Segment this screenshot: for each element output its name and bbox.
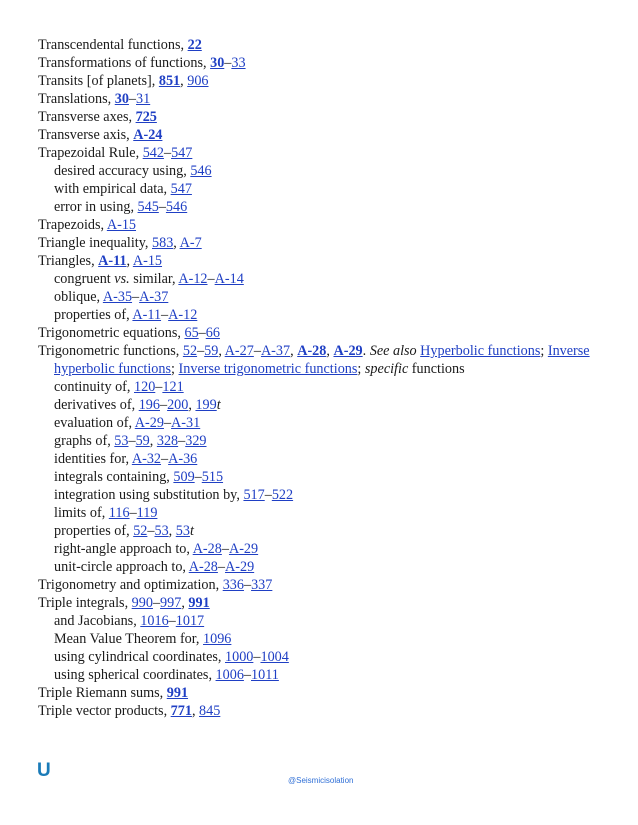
entry-text: , (181, 595, 189, 611)
entry-text: using spherical coordinates, (54, 667, 216, 683)
index-subentry (38, 666, 618, 684)
entry-text: ; (171, 361, 179, 377)
page-reference-link[interactable]: 906 (187, 73, 209, 89)
entry-text: continuity of, (54, 379, 134, 395)
entry-text: integrals containing, (54, 469, 174, 485)
entry-text: similar, (129, 271, 179, 287)
entry-text: , (180, 73, 188, 89)
page-reference-link[interactable]: 66 (205, 325, 220, 341)
entry-text: Triple integrals, (38, 595, 132, 611)
index-subentry (38, 648, 618, 666)
entry-text: specific (364, 361, 409, 377)
page-reference-link[interactable]: 991 (166, 685, 189, 701)
page-reference-link[interactable]: A-7 (179, 235, 202, 251)
entry-text: – (197, 343, 205, 359)
page-reference-link[interactable]: 121 (162, 379, 184, 395)
page-reference-link[interactable]: 329 (185, 433, 207, 449)
index-subentry (38, 306, 618, 324)
page-reference-link[interactable]: 33 (231, 55, 246, 71)
page-reference-link[interactable]: A-14 (214, 271, 244, 287)
index-subentry (38, 558, 618, 576)
page-reference-link[interactable]: A-27 (224, 343, 254, 359)
page-reference-link[interactable]: 52 (133, 523, 148, 539)
page-reference-link[interactable]: A-29 (134, 415, 164, 431)
index-subentry (38, 180, 618, 198)
page-reference-link[interactable]: 771 (170, 703, 192, 719)
index-entry (38, 576, 618, 594)
page-reference-link[interactable]: 997 (160, 595, 182, 611)
entry-text: – (243, 577, 252, 593)
page-reference-link[interactable]: 59 (135, 433, 150, 449)
page-reference-link[interactable]: A-11 (132, 307, 162, 323)
page-reference-link[interactable]: A-37 (139, 289, 169, 305)
page-reference-link[interactable]: 1096 (203, 631, 232, 647)
page-reference-link[interactable]: 53 (154, 523, 169, 539)
index-entry (38, 72, 618, 90)
index-entry (38, 252, 618, 270)
entry-text: using cylindrical coordinates, (54, 649, 225, 665)
page-reference-link[interactable]: 59 (204, 343, 219, 359)
entry-text: , (126, 253, 133, 269)
entry-text: Trapezoids, (38, 217, 107, 233)
index-entry (38, 342, 618, 378)
page-reference-link[interactable]: A-24 (133, 127, 163, 143)
entry-text: Transformations of functions, (38, 55, 211, 71)
index-entry (38, 702, 618, 720)
index-entry (38, 54, 618, 72)
entry-text: – (217, 559, 225, 575)
page-reference-link[interactable]: 990 (131, 595, 153, 611)
entry-text: – (161, 307, 169, 323)
page-reference-link[interactable]: 546 (165, 199, 188, 215)
page-reference-link[interactable]: Inverse hyperbolic functions (54, 343, 590, 377)
page-reference-link[interactable]: 1017 (175, 613, 205, 629)
entry-text: ; (357, 361, 365, 377)
index-entry (38, 90, 618, 108)
index-entry (38, 144, 618, 162)
index-entry (38, 324, 618, 342)
page-reference-link[interactable]: A-29 (225, 559, 255, 575)
page-reference-link[interactable]: Inverse trigonometric functions (178, 361, 358, 377)
page-reference-link[interactable]: 517 (243, 487, 265, 503)
page-reference-link[interactable]: A-29 (333, 343, 363, 359)
page-reference-link[interactable]: 725 (135, 109, 157, 125)
page-reference-link[interactable]: A-35 (102, 289, 133, 305)
entry-text: , (218, 343, 225, 359)
index-subentry (38, 468, 618, 486)
page-reference-link[interactable]: 542 (142, 145, 164, 161)
entry-text: , (149, 433, 157, 449)
entry-text: – (253, 343, 261, 359)
index-entry (38, 216, 618, 234)
page-reference-link[interactable]: A-37 (260, 343, 291, 359)
page-reference-link[interactable]: 336 (222, 577, 244, 593)
entry-text: – (264, 487, 272, 503)
index-subentry (38, 504, 618, 522)
entry-text: – (198, 325, 206, 341)
entry-text: – (158, 199, 166, 215)
entry-text: , (188, 397, 196, 413)
entry-text: evaluation of, (54, 415, 135, 431)
entry-text: – (132, 289, 140, 305)
entry-text: – (168, 613, 176, 629)
page-reference-link[interactable]: 53 (175, 523, 190, 539)
entry-text: Transverse axis, (38, 127, 134, 143)
index-subentry (38, 378, 618, 396)
entry-text: t (216, 397, 221, 413)
page-reference-link[interactable]: 845 (199, 703, 221, 719)
page-reference-link[interactable]: A-12 (178, 271, 208, 287)
entry-text: – (159, 397, 168, 413)
page-reference-link[interactable]: 199 (195, 397, 217, 413)
page-reference-link[interactable]: A-15 (132, 253, 163, 269)
entry-text: , (326, 343, 334, 359)
page-reference-link[interactable]: A-32 (131, 451, 162, 467)
page-reference-link[interactable]: 991 (188, 595, 210, 611)
entry-text: – (128, 433, 136, 449)
entry-text: Triple Riemann sums, (38, 685, 167, 701)
page-reference-link[interactable]: 328 (156, 433, 179, 449)
entry-text: – (128, 91, 137, 107)
entry-text: Trigonometry and optimization, (38, 577, 223, 593)
index-subentry (38, 162, 618, 180)
entry-text: – (243, 667, 252, 683)
entry-text: properties of, (54, 523, 134, 539)
page-reference-link[interactable]: 116 (108, 505, 130, 521)
page-reference-link[interactable]: 522 (271, 487, 294, 503)
entry-text: derivatives of, (54, 397, 139, 413)
index-subentry (38, 540, 618, 558)
page-reference-link[interactable]: 1000 (225, 649, 254, 665)
page-reference-link[interactable]: 53 (114, 433, 129, 449)
page-reference-link[interactable]: 546 (190, 163, 212, 179)
index-subentry (38, 630, 618, 648)
section-letter: U (37, 760, 51, 781)
entry-text: – (163, 415, 172, 431)
index-entry (38, 36, 618, 54)
page-reference-link[interactable]: A-28 (192, 541, 222, 557)
page-reference-link[interactable]: A-28 (297, 343, 327, 359)
entry-text: ; (540, 343, 548, 359)
entry-text: Transverse axes, (38, 109, 136, 125)
entry-text: – (253, 649, 261, 665)
entry-text: – (152, 595, 161, 611)
entry-text: Triangle inequality, (38, 235, 153, 251)
index-subentry (38, 270, 618, 288)
entry-text: Triangles, (38, 253, 99, 269)
entry-text: . (362, 343, 370, 359)
page-reference-link[interactable]: 545 (137, 199, 159, 215)
page-reference-link[interactable]: 30 (114, 91, 129, 107)
entry-text: , (173, 235, 180, 251)
index-subentry (38, 288, 618, 306)
entry-text: Mean Value Theorem for, (54, 631, 204, 647)
index-subentry (38, 432, 618, 450)
page-reference-link[interactable]: 1016 (140, 613, 169, 629)
page-reference-link[interactable]: Hyperbolic functions (420, 343, 541, 359)
index-subentry (38, 612, 618, 630)
index-list (38, 36, 618, 720)
page-reference-link[interactable]: 119 (136, 505, 158, 521)
index-entry (38, 126, 618, 144)
page-reference-link[interactable]: 196 (138, 397, 160, 413)
entry-text: identities for, (54, 451, 132, 467)
entry-text: congruent (54, 271, 115, 287)
page-reference-link[interactable]: 337 (251, 577, 273, 593)
page-reference-link[interactable]: A-29 (228, 541, 259, 557)
page-reference-link[interactable]: 22 (187, 37, 202, 53)
index-subentry (38, 396, 618, 414)
page-reference-link[interactable]: 30 (210, 55, 225, 71)
entry-text: graphs of, (54, 433, 115, 449)
entry-text: with empirical data, (54, 181, 171, 197)
page-reference-link[interactable]: A-36 (168, 451, 198, 467)
entry-text: – (207, 271, 215, 287)
index-entry (38, 234, 618, 252)
entry-text: – (147, 523, 155, 539)
page-reference-link[interactable]: 583 (152, 235, 174, 251)
index-entry (38, 594, 618, 612)
entry-text: – (155, 379, 163, 395)
index-subentry (38, 522, 618, 540)
entry-text: , (191, 703, 200, 719)
page-reference-link[interactable]: 1006 (215, 667, 244, 683)
entry-text: error in using, (54, 199, 138, 215)
entry-text: Trigonometric functions, (38, 343, 183, 359)
entry-text: , (168, 523, 176, 539)
entry-text: unit-circle approach to, (54, 559, 189, 575)
entry-text: – (221, 541, 229, 557)
page-reference-link[interactable]: 200 (167, 397, 189, 413)
page-reference-link[interactable]: 509 (173, 469, 195, 485)
entry-text: and Jacobians, (54, 613, 141, 629)
index-entry (38, 684, 618, 702)
entry-text: Transcendental functions, (38, 37, 188, 53)
entry-text: Trigonometric equations, (38, 325, 185, 341)
index-entry (38, 108, 618, 126)
page-reference-link[interactable]: A-12 (168, 307, 198, 323)
entry-text: – (161, 451, 169, 467)
entry-text: integration using substitution by, (54, 487, 244, 503)
entry-text: – (163, 145, 172, 161)
page-reference-link[interactable]: 52 (182, 343, 198, 359)
entry-text: – (178, 433, 186, 449)
page-reference-link[interactable]: A-11 (98, 253, 127, 269)
index-subentry (38, 414, 618, 432)
watermark: @Seismicisolation (288, 776, 354, 785)
page-reference-link[interactable]: 851 (158, 73, 181, 89)
page-reference-link[interactable]: A-31 (171, 415, 201, 431)
page-reference-link[interactable]: A-15 (106, 217, 137, 233)
page-reference-link[interactable]: 1004 (260, 649, 289, 665)
page-reference-link[interactable]: 120 (134, 379, 156, 395)
index-subentry (38, 198, 618, 216)
page-reference-link[interactable]: 547 (170, 181, 192, 197)
entry-text: Transits [of planets], (38, 73, 159, 89)
page-reference-link[interactable]: 65 (184, 325, 199, 341)
entry-text: functions (408, 361, 465, 377)
entry-text: Trapezoidal Rule, (38, 145, 143, 161)
index-subentry (38, 486, 618, 504)
page-reference-link[interactable]: 547 (171, 145, 193, 161)
entry-text: Triple vector products, (38, 703, 171, 719)
entry-text: properties of, (54, 307, 133, 323)
entry-text: oblique, (54, 289, 103, 305)
entry-text: limits of, (54, 505, 109, 521)
page-reference-link[interactable]: 515 (201, 469, 224, 485)
entry-text: – (224, 55, 232, 71)
page-reference-link[interactable]: A-28 (188, 559, 218, 575)
entry-text: – (194, 469, 202, 485)
index-subentry (38, 450, 618, 468)
entry-text: desired accuracy using, (54, 163, 191, 179)
entry-text: t (189, 523, 194, 539)
entry-text: , (290, 343, 298, 359)
page-reference-link[interactable]: 31 (136, 91, 151, 107)
entry-text: See also (369, 343, 417, 359)
page-reference-link[interactable]: 1011 (251, 667, 279, 683)
entry-text: vs. (114, 271, 130, 287)
entry-text: Translations, (38, 91, 115, 107)
entry-text: – (129, 505, 137, 521)
entry-text: right-angle approach to, (54, 541, 193, 557)
